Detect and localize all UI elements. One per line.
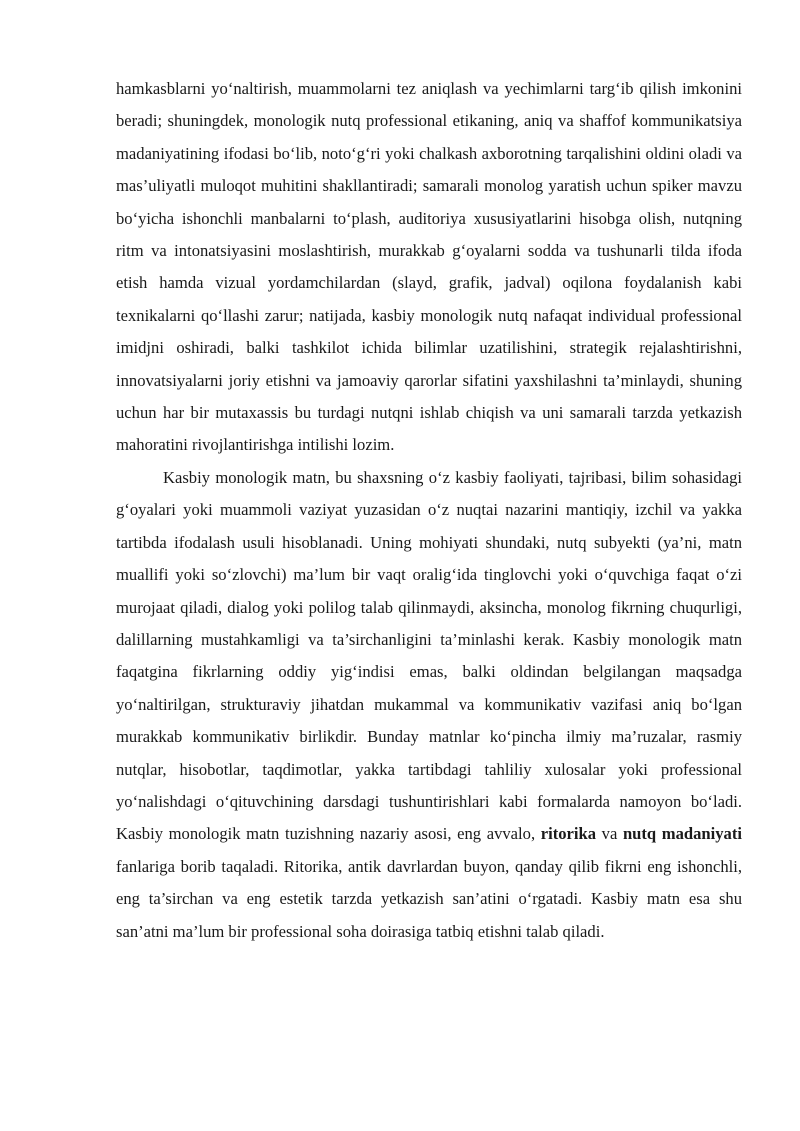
term-ritorika: ritorika [540, 824, 597, 844]
paragraph-2-text-3: fanlariga borib taqaladi. Ritorika, antik davrlardan buyon, qanday qilib fikrni eng ishonchli, eng ta’sirchan va eng estetik tarzda yetkazish san’atini o‘rgatadi. Kasbiy matn esa shu san’atni ma’lum bir professional soha doirasiga tatbiq etishni talab qiladi. [116, 856, 742, 941]
term-nutq-madaniyati: nutq madaniyati [622, 824, 742, 844]
paragraph-2-text-1: Kasbiy monologik matn, bu shaxsning o‘z kasbiy faoliyati, tajribasi, bilim sohasidagi g‘oyalari yoki muammoli vaziyat yuzasidan o‘z nuqtai nazarini mantiqiy, izchil va yakka tartibda ifodalash usuli hisoblanadi. Uning mohiyati shundaki, nutq subyekti (ya’ni, matn muallifi yoki so‘zlovchi) ma’lum bir vaqt oralig‘ida tinglovchi yoki o‘quvchiga faqat o‘zi murojaat qiladi, dialog yoki polilog talab qilinmaydi, aksincha, monolog fikrning chuqurligi, dalillarning mustahkamligi va ta’sirchanligini ta’minlashi kerak. Kasbiy monologik matn faqatgina fikrlarning oddiy yig‘indisi emas, balki oldindan belgilangan maqsadga yo‘naltirilgan, strukturaviy jihatdan mukammal va kommunikativ vazifasi aniq bo‘lgan murakkab kommunikativ birlikdir. Bunday matnlar ko‘pincha ilmiy ma’ruzalar, rasmiy nutqlar, hisobotlar, taqdimotlar, yakka tartibdagi tahliliy xulosalar yoki professional yo‘nalishdagi o‘qituvchining darsdagi tushuntirishlari kabi formalarda namoyon bo‘ladi. Kasbiy monologik matn tuzishning nazariy asosi, eng avvalo, [116, 467, 742, 844]
paragraph-2 [116, 462, 742, 948]
paragraph-2-text-2: va [596, 824, 623, 844]
document-page [116, 73, 742, 948]
paragraph-1: hamkasblarni yo‘naltirish, muammolarni tez aniqlash va yechimlarni targ‘ib qilish imkonini beradi; shuningdek, monologik nutq professional etikaning, aniq va shaffof kommunikatsiya madaniyatining ifodasi bo‘lib, noto‘g‘ri yoki chalkash axborotning tarqalishini oldini oladi va mas’uliyatli muloqot muhitini shakllantiradi; samarali monolog yaratish uchun spiker mavzu bo‘yicha ishonchli manbalarni to‘plash, auditoriya xususiyatlarini hisobga olish, nutqning ritm va intonatsiyasini moslashtirish, murakkab g‘oyalarni sodda va tushunarli tilda ifoda etish hamda vizual yordamchilardan (slayd, grafik, jadval) oqilona foydalanish kabi texnikalarni qo‘llashi zarur; natijada, kasbiy monologik nutq nafaqat individual professional imidjni oshiradi, balki tashkilot ichida bilimlar uzatilishini, strategik rejalashtirishni, innovatsiyalarni joriy etishni va jamoaviy qarorlar sifatini yaxshilashni ta’minlaydi, shuning uchun har bir mutaxassis bu turdagi nutqni ishlab chiqish va uni samarali tarzda yetkazish mahoratini rivojlantirishga intilishi lozim. [116, 79, 742, 455]
